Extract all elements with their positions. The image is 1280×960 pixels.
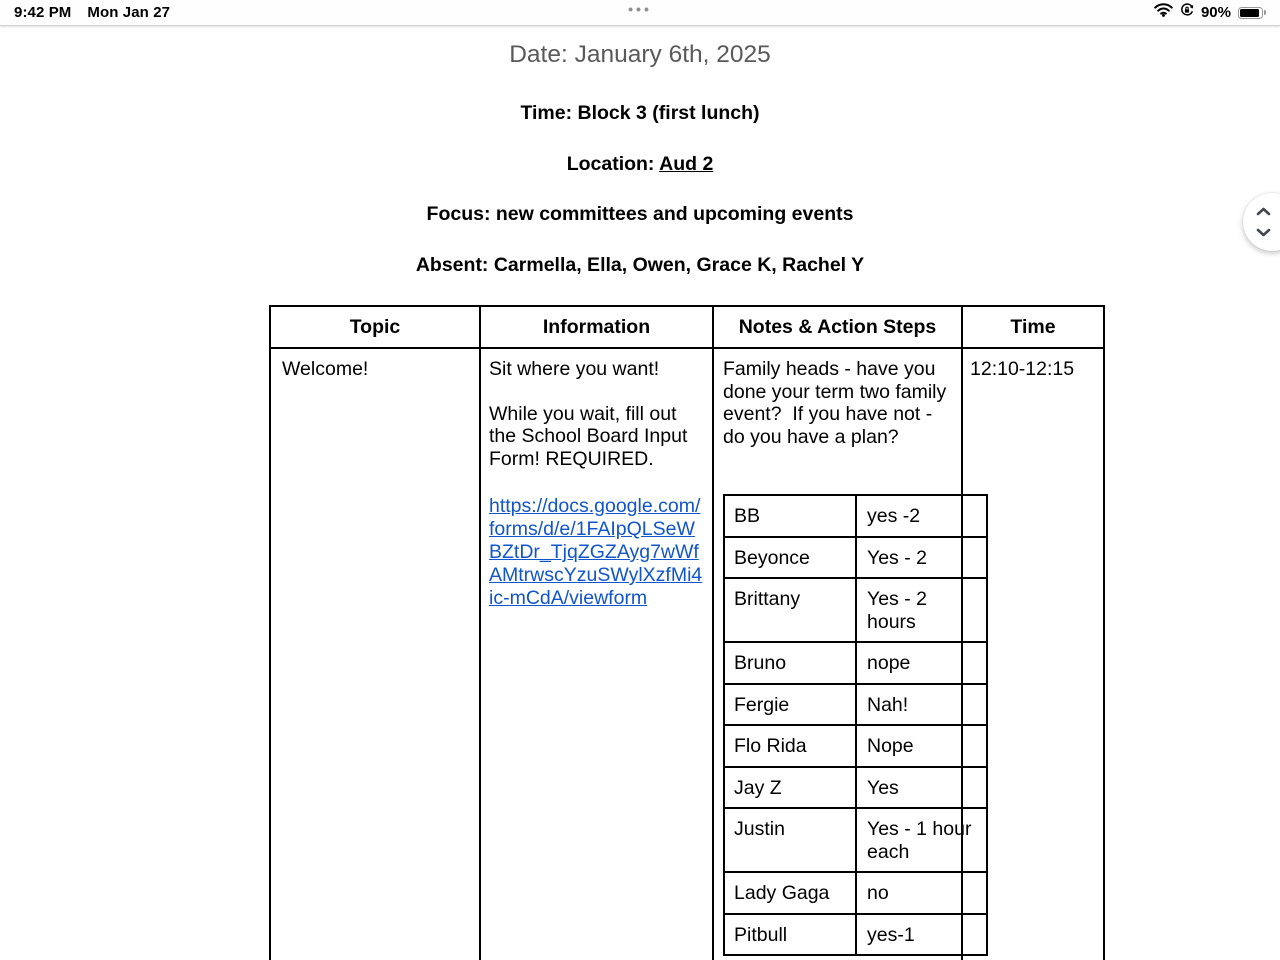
header-information: Information (480, 306, 713, 348)
family-responses-table (723, 494, 988, 956)
battery-percent: 90% (1200, 4, 1231, 21)
form-link-line[interactable]: AMtrwscYzuSWylXzfMi4 (489, 564, 703, 586)
form-link[interactable] (489, 495, 703, 610)
wifi-icon (1154, 3, 1173, 22)
header-notes: Notes & Action Steps (713, 306, 962, 348)
header-time: Time (962, 306, 1104, 348)
family-head-answer: Yes - 1 hour each (856, 808, 987, 872)
agenda-header-row (270, 306, 1104, 348)
family-head-name: Lady Gaga (724, 872, 856, 914)
status-date: Mon Jan 27 (87, 4, 171, 21)
form-link-line[interactable]: BZtDr_TjqZGZAyg7wWf (489, 541, 699, 563)
form-link-line[interactable]: https://docs.google.com/ (489, 495, 701, 517)
family-head-answer: Yes - 2 hours (856, 578, 987, 642)
time-cell (962, 348, 1104, 960)
doc-date-line: Date: January 6th, 2025 (509, 41, 771, 68)
rotation-lock-icon (1180, 3, 1194, 22)
family-head-answer: yes -2 (856, 495, 987, 537)
family-head-answer: Nah! (856, 684, 987, 726)
notes-question: Family heads - have you done your term two family event? If you have not - do you have a plan? (723, 358, 952, 448)
family-head-answer: yes-1 (856, 914, 987, 956)
table-row (724, 578, 987, 642)
location-value: Aud 2 (659, 153, 714, 175)
family-head-name: Beyonce (724, 537, 856, 579)
status-time: 9:42 PM (14, 4, 72, 21)
chevron-up-icon[interactable] (1256, 203, 1271, 221)
information-cell (480, 348, 713, 960)
family-head-answer: Yes (856, 767, 987, 809)
info-paragraph: While you wait, fill out the School Board Input Form! REQUIRED. (489, 402, 688, 470)
family-head-name: BB (724, 495, 856, 537)
status-left-group (14, 4, 170, 21)
agenda-table (269, 305, 1105, 960)
agenda-row-welcome (270, 348, 1104, 960)
info-paragraph: Sit where you want! (489, 358, 660, 380)
family-head-name: Flo Rida (724, 725, 856, 767)
notes-cell (713, 348, 972, 960)
family-head-name: Pitbull (724, 914, 856, 956)
time-text: 12:10-12:15 (970, 358, 1075, 380)
form-link-line[interactable]: forms/d/e/1FAIpQLSeW (489, 518, 695, 540)
location-prefix: Location: (566, 153, 660, 175)
table-row (724, 725, 987, 767)
form-link-line[interactable]: ic-mCdA/viewform (489, 587, 648, 609)
family-head-answer: Yes - 2 (856, 537, 987, 579)
doc-time-line: Time: Block 3 (first lunch) (520, 102, 760, 124)
battery-icon (1238, 7, 1266, 19)
chevron-down-icon[interactable] (1256, 224, 1271, 242)
topic-cell (270, 348, 480, 960)
family-head-answer: nope (856, 642, 987, 684)
table-row (724, 537, 987, 579)
table-row (724, 495, 987, 537)
doc-focus-line: Focus: new committees and upcoming events (426, 203, 854, 225)
doc-location-line (0, 153, 1280, 175)
status-bar (0, 0, 1280, 26)
table-row (724, 914, 987, 956)
family-head-name: Bruno (724, 642, 856, 684)
table-row (724, 684, 987, 726)
table-row (724, 642, 987, 684)
status-menu-dots[interactable]: ••• (628, 1, 652, 17)
family-head-name: Brittany (724, 578, 856, 642)
header-topic: Topic (270, 306, 480, 348)
table-row (724, 872, 987, 914)
status-right-group (1154, 3, 1266, 22)
family-head-name: Justin (724, 808, 856, 872)
doc-absent-line: Absent: Carmella, Ella, Owen, Grace K, Rachel Y (415, 254, 865, 276)
document-canvas[interactable] (0, 26, 1280, 960)
family-head-answer: no (856, 872, 987, 914)
family-head-answer: Nope (856, 725, 987, 767)
family-head-name: Fergie (724, 684, 856, 726)
topic-text: Welcome! (282, 358, 369, 380)
table-row (724, 808, 987, 872)
family-head-name: Jay Z (724, 767, 856, 809)
table-row (724, 767, 987, 809)
